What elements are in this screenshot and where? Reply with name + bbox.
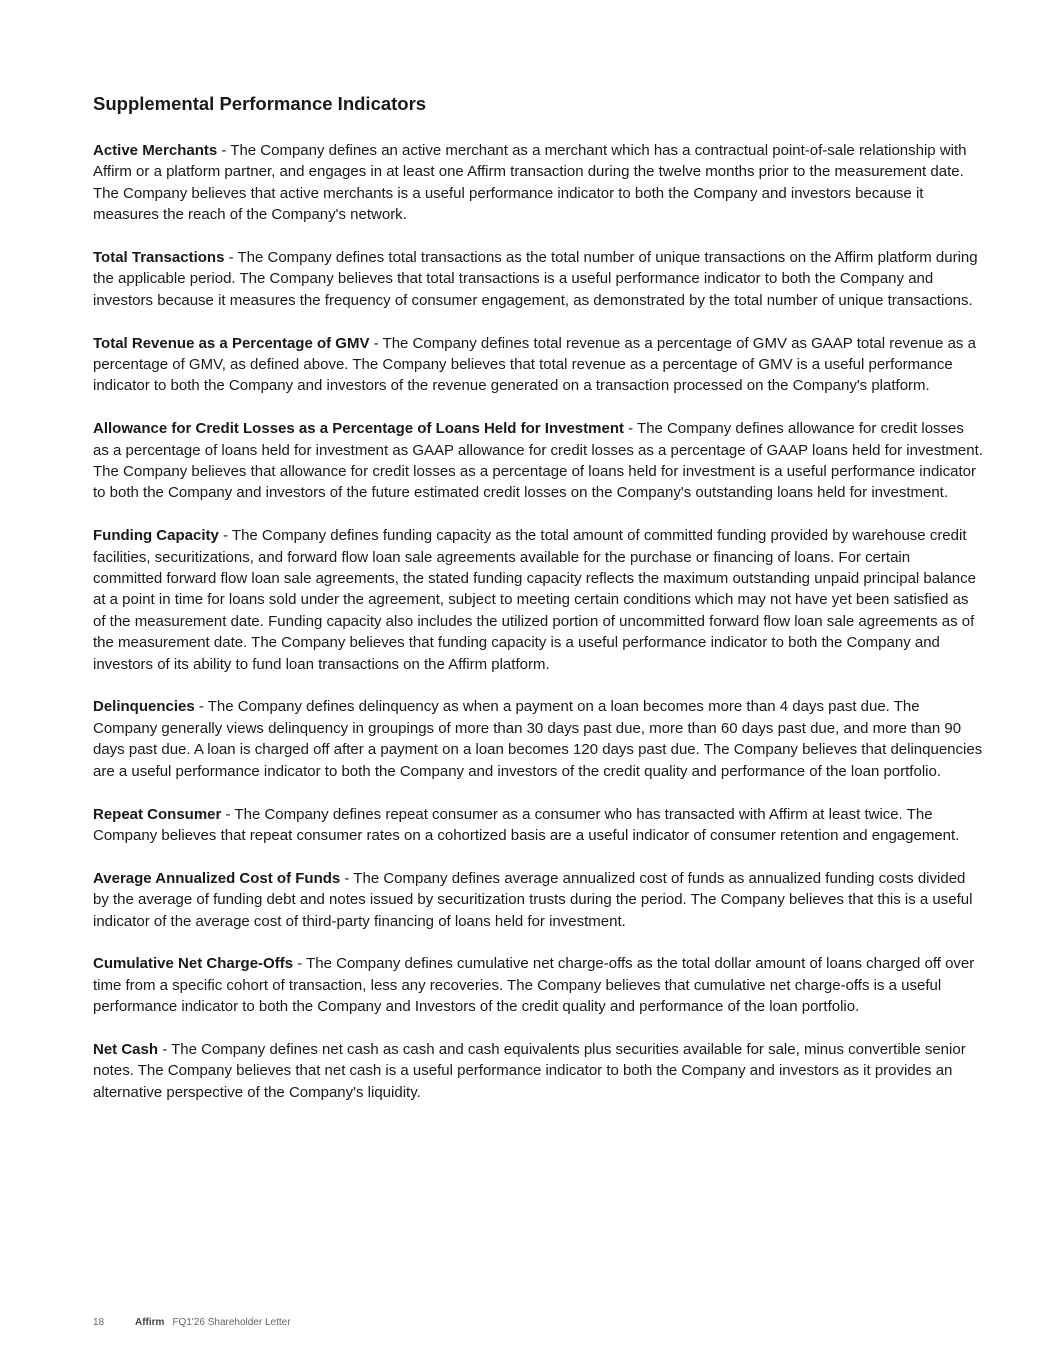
definition-text: - The Company defines repeat consumer as a consumer who has transacted with Affirm at least twice. The Company believes that repeat consumer rates on a cohortized basis are a useful indicator of consumer retention and engagement. [93, 805, 960, 844]
document-page [93, 91, 983, 1125]
definition-cumulative-net-charge-offs [93, 953, 983, 1017]
page-footer [93, 1317, 291, 1328]
definition-text: - The Company defines average annualized cost of funds as annualized funding costs divided by the average of funding debt and notes issued by securitization trusts during the period. The Company believes that this is a useful indicator of the average cost of third-party financing of loans held for investment. [93, 869, 973, 930]
page-title: Supplemental Performance Indicators [93, 93, 427, 114]
definition-total-revenue-pct-gmv [93, 333, 983, 397]
definition-term: Average Annualized Cost of Funds [93, 869, 341, 887]
definition-net-cash [93, 1039, 983, 1103]
definition-term: Active Merchants [93, 142, 218, 159]
definition-term: Repeat Consumer [93, 805, 222, 823]
definition-term: Total Revenue as a Percentage of GMV [93, 334, 370, 352]
definition-text: - The Company defines total transactions as the total number of unique transactions on the Affirm platform during the applicable period. The Company believes that total transactions is a useful performance indicator to both the Company and investors because it measures the frequency of consumer engagement, as demonstrated by the total number of unique transactions. [93, 249, 978, 309]
definition-text: - The Company defines total revenue as a percentage of GMV as GAAP total revenue as a percentage of GMV, as defined above. The Company believes that total revenue as a percentage of GMV is a useful performance indicator to both the Company and investors of the revenue generated on a transaction processed on the Company's platform. [93, 334, 976, 395]
definition-average-cost-of-funds [93, 868, 983, 932]
definition-text: - The Company defines funding capacity as the total amount of committed funding provided by warehouse credit facilities, securitizations, and forward flow loan sale agreements available for the purchase or financing of loans. For certain committed forward flow loan sale agreements, the stated funding capacity reflects the maximum outstanding unpaid principal balance at a point in time for loans sold under the agreement, subject to meeting certain conditions which may not have yet been satisfied as of the measurement date. Funding capacity also includes the utilized portion of uncommitted forward flow loan sale agreements as of the measurement date. The Company believes that funding capacity is a useful performance indicator to both the Company and investors of its ability to fund loan transactions on the Affirm platform. [93, 527, 976, 673]
definition-text: - The Company defines an active merchant as a merchant which has a contractual point-of-sale relationship with Affirm or a platform partner, and engages in at least one Affirm transaction during the twelve months prior to the measurement date. The Company believes that active merchants is a useful performance indicator to both the Company and investors because it measures the reach of the Company's network. [93, 142, 967, 224]
definition-text: - The Company defines net cash as cash and cash equivalents plus securities available for sale, minus convertible senior notes. The Company believes that net cash is a useful performance indicator to both the Company and investors as it provides an alternative perspective of the Company's liquidity. [93, 1040, 966, 1101]
definition-term: Allowance for Credit Losses as a Percentage of Loans Held for Investment [93, 420, 624, 438]
footer-document-title: FQ1'26 Shareholder Letter [172, 1317, 291, 1328]
definition-term: Delinquencies [93, 698, 195, 716]
footer-brand: Affirm [135, 1317, 165, 1328]
definition-term: Cumulative Net Charge-Offs [93, 955, 294, 973]
definition-term: Total Transactions [93, 249, 225, 267]
definition-funding-capacity [93, 525, 983, 675]
definition-allowance-credit-losses [93, 418, 983, 504]
definition-text: - The Company defines allowance for credit losses as a percentage of loans held for investment as GAAP allowance for credit losses as a percentage of GAAP loans held for investment. The Company believes that allowance for credit losses as a percentage of loans held for investment is a useful performance indicator to both the Company and investors of the future estimated credit losses on the Company's outstanding loans held for investment. [93, 420, 983, 502]
definition-active-merchants [93, 140, 983, 226]
definition-term: Funding Capacity [93, 527, 219, 545]
definition-text: - The Company defines delinquency as when a payment on a loan becomes more than 4 days past due. The Company generally views delinquency in groupings of more than 30 days past due, more than 60 days past due, and more than 90 days past due. A loan is charged off after a payment on a loan becomes 120 days past due. The Company believes that delinquencies are a useful performance indicator to both the Company and investors of the credit quality and performance of the loan portfolio. [93, 698, 983, 780]
definition-text: - The Company defines cumulative net charge-offs as the total dollar amount of loans charged off over time from a specific cohort of transaction, less any recoveries. The Company believes that cumulative net charge-offs is a useful performance indicator to both the Company and Investors of the credit quality and performance of the loan portfolio. [93, 955, 975, 1016]
definition-total-transactions [93, 247, 983, 311]
definition-repeat-consumer [93, 804, 983, 847]
page-number: 18 [93, 1317, 105, 1328]
definition-delinquencies [93, 696, 983, 782]
definition-term: Net Cash [93, 1040, 159, 1058]
